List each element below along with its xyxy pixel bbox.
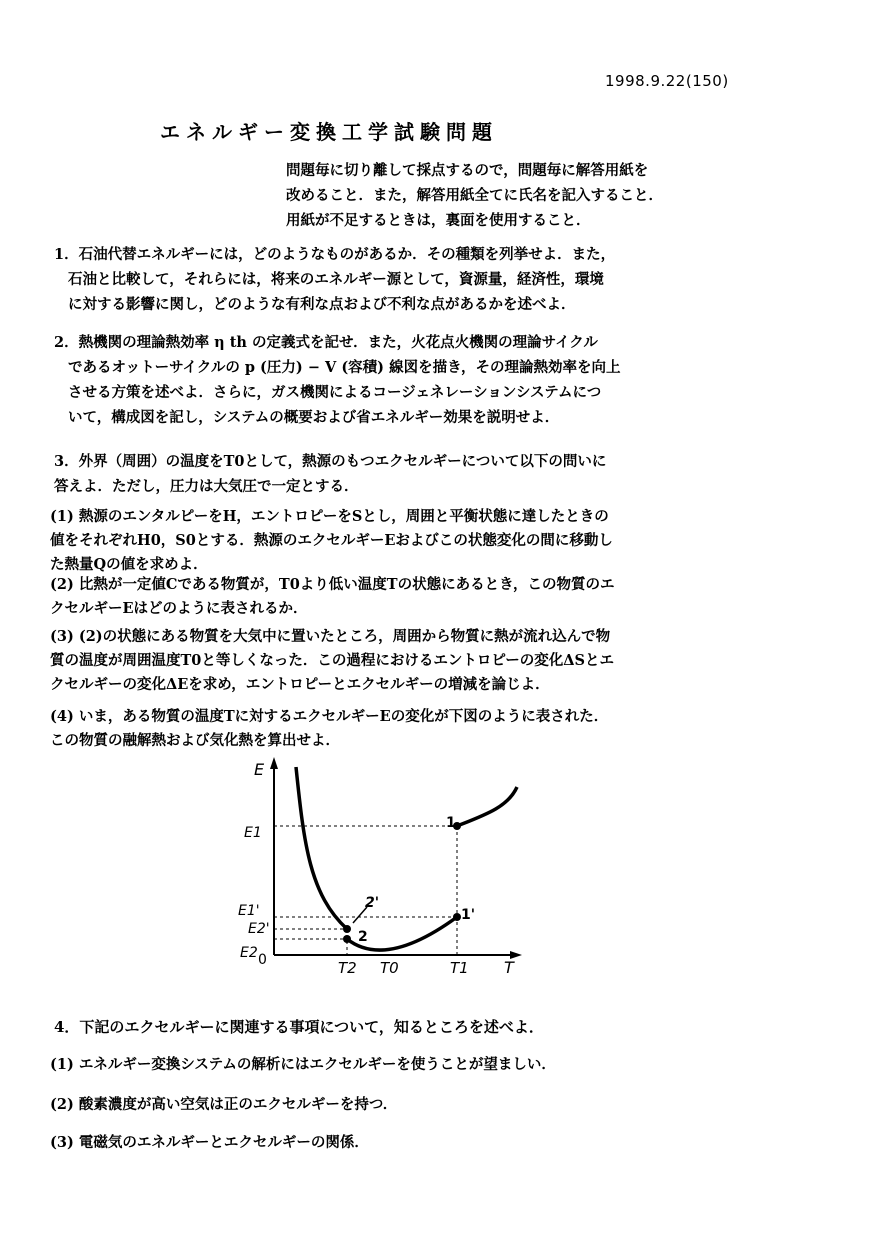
question-line: 質の温度が周囲温度T0と等しくなった．この過程におけるエントロピーの変化ΔSとエ: [50, 652, 615, 669]
question-line: 2．熱機関の理論熱効率 η th の定義式を記せ．また，火花点火機関の理論サイクル: [54, 334, 598, 351]
question-3: [54, 449, 764, 499]
label-E1-prime: E1': [238, 903, 260, 919]
instruction-line: 用紙が不足するときは，裏面を使用すること．: [286, 212, 591, 229]
point-label-1prime: 1': [461, 907, 476, 923]
question-line: (2) 比熱が一定値Cである物質が，T0より低い温度Tの状態にあるとき，この物質のエ: [50, 576, 615, 593]
question-line: 答えよ．ただし，圧力は大気圧で一定とする．: [54, 478, 359, 495]
question-line: いて，構成図を記し，システムの概要および省エネルギー効果を説明せよ．: [68, 409, 560, 426]
question-line: させる方策を述べよ．さらに，ガス機関によるコージェネレーションシステムにつ: [68, 384, 602, 401]
label-E2: E2: [240, 945, 258, 961]
exergy-curve-solid: [296, 767, 347, 929]
question-line: (3) (2)の状態にある物質を大気中に置いたところ，周囲から物質に熱が流れ込んで物: [50, 628, 611, 645]
question-line: であるオットーサイクルの p (圧力) − V (容積) 線図を描き，その理論熱効率を向上: [68, 359, 621, 376]
exam-date: 1998.9.22(150): [605, 72, 729, 90]
page-title: エネルギー変換工学試験問題: [160, 120, 498, 144]
point-label-2prime: 2': [365, 895, 380, 911]
exergy-curve-vapor: [457, 787, 517, 826]
point-label-2: 2: [358, 929, 368, 945]
question-line: クセルギーEはどのように表されるか．: [50, 600, 308, 617]
question-4-item-3: (3) 電磁気のエネルギーとエクセルギーの関係．: [50, 1134, 369, 1151]
question-line: この物質の融解熱および気化熱を算出せよ．: [50, 732, 340, 749]
question-line: た熱量Qの値を求めよ．: [50, 556, 208, 573]
question-4: 4．下記のエクセルギーに関連する事項について，知るところを述べよ．: [54, 1018, 544, 1036]
point-2: [343, 935, 351, 943]
question-4-item-1: (1) エネルギー変換システムの解析にはエクセルギーを使うことが望ましい．: [50, 1056, 556, 1073]
instruction-line: 問題毎に切り離して採点するので，問題毎に解答用紙を: [286, 162, 649, 179]
label-E1: E1: [244, 825, 262, 841]
label-T2: T2: [338, 959, 357, 977]
label-T0: T0: [380, 959, 399, 977]
question-line: (4) いま，ある物質の温度Tに対するエクセルギーEの変化が下図のように表された．: [50, 708, 609, 725]
question-line: (1) 熱源のエンタルピーをH，エントロピーをSとし，周囲と平衡状態に達したときの: [50, 508, 609, 525]
label-E2-prime: E2': [248, 921, 270, 937]
question-line: 値をそれぞれH0，S0とする．熱源のエクセルギーEおよびこの状態変化の間に移動し: [50, 532, 613, 549]
x-axis-label: T: [504, 958, 514, 977]
question-line: 3．外界（周囲）の温度をT0として，熱源のもつエクセルギーについて以下の問いに: [54, 453, 607, 470]
question-4-item-2: (2) 酸素濃度が高い空気は正のエクセルギーを持つ．: [50, 1096, 398, 1113]
point-2prime: [343, 925, 351, 933]
y-axis-label: E: [254, 760, 265, 779]
question-3-sub-4: [50, 705, 760, 753]
question-line: に対する影響に関し，どのような有利な点および不利な点があるかを述べよ．: [68, 296, 576, 313]
y-axis-arrow: [270, 757, 278, 769]
question-1: [54, 242, 764, 317]
exergy-temperature-figure: [230, 755, 530, 985]
question-line: クセルギーの変化ΔEを求め，エントロピーとエクセルギーの増減を論じよ．: [50, 676, 550, 693]
label-origin: 0: [258, 952, 267, 968]
instructions: [286, 158, 756, 233]
question-line: 1．石油代替エネルギーには，どのようなものがあるか．その種類を列挙せよ．また，: [54, 246, 616, 263]
point-1prime: [453, 913, 461, 921]
point-label-1: 1: [446, 815, 456, 831]
instruction-line: 改めること．また，解答用紙全てに氏名を記入すること．: [286, 187, 663, 204]
question-2: [54, 330, 764, 430]
label-T1: T1: [450, 959, 469, 977]
question-3-sub-3: [50, 625, 760, 697]
question-3-sub-1: [50, 505, 760, 577]
question-line: 石油と比較して，それらには，将来のエネルギー源として，資源量，経済性，環境: [68, 271, 604, 288]
question-3-sub-2: [50, 573, 760, 621]
